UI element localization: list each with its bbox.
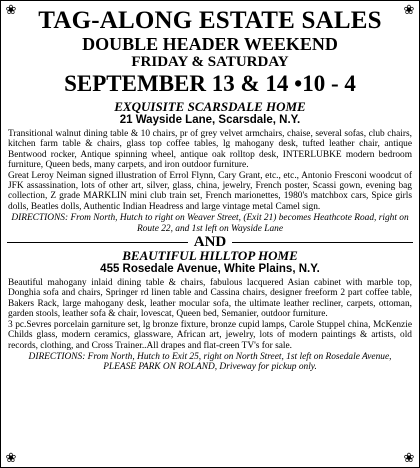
sale-section-scarsdale: [1, 100, 419, 234]
sale-directions: DIRECTIONS: From North, Hutch to Exit 25, right on North Street, 1st left on Rosedale Avenue, PLEASE PARK ON ROLAND, Driveway for pickup only.: [28, 351, 392, 373]
flower-ornament-icon: ❀: [403, 450, 415, 465]
sale-address: 455 Rosedale Avenue, White Plains, N.Y.: [100, 263, 320, 276]
sale-title: EXQUISITE SCARSDALE HOME: [114, 99, 306, 114]
divider-rule-left: [7, 242, 188, 243]
sale-description-art: Great Leroy Neiman signed illustration of Errol Flynn, Cary Grant, etc., etc., Antonio Fresconi woodcut of JFK assassination, lots of other art, silver, glass, china, jewelry, French poster, Scassi gown, evening bag collection, Z grade MARKLIN mini club train set, French marionettes, 1980's matchbox cars, Spice girls dolls, Beatles dolls, Authentic Indian Headress and large vintage metal Camel sign.: [8, 170, 412, 212]
flower-ornament-icon: ❀: [5, 2, 17, 17]
flower-ornament-icon: ❀: [403, 2, 415, 17]
sale-directions: DIRECTIONS: From North, Hutch to right on Weaver Street, (Exit 21) becomes Heathcote Road, right on Route 22, and 1st left on Wayside Lane: [11, 213, 409, 234]
ad-days: FRIDAY & SATURDAY: [131, 54, 289, 70]
sale-title: BEAUTIFUL HILLTOP HOME: [122, 248, 298, 264]
sale-section-white-plains: [1, 249, 419, 373]
flower-ornament-icon: ❀: [5, 450, 17, 465]
divider-rule-right: [232, 242, 413, 243]
sale-description: Transitional walnut dining table & 10 chairs, pr of grey velvet armchairs, chaise, several sofas, club chairs, kitchen farm table & chairs, glass top coffee tables, lg mahogany desk, tufted leather chair, antique Bentwood rocker, Antique spinning wheel, antique oak rolltop desk, INTERLUBKE modern bedroom furniture, Queen beds, many carpets, and iron outdoor furniture.: [8, 129, 412, 171]
section-divider: [1, 235, 419, 249]
sale-description: Beautiful mahogany inlaid dining table & chairs, fabulous lacquered Asian cabinet with marble top, Donghia sofa and chairs, Springer rd linen table and Cassina chairs, designer freeform 2 part coffee table, Bakers Rack, large mahogany desk, leather mocular sofa, the ultimate leather recliner, carpets, ottoman, garden stools, leather sofa & chair, lovescat, Queen bed, Semanier, outdoor furniture.: [8, 278, 412, 320]
ad-title: TAG-ALONG ESTATE SALES: [38, 7, 382, 34]
sale-description-decor: 3 pc.Sevres porcelain garniture set, lg bronze fixture, bronze cupid lamps, Carole Stuppel china, McKenzie Childs glass, modern ceramics, glassware, African art, jewelry, lots of modern paintings & artists, old records, clothing, and Cross Trainer..All drapes and flat-creen TV's for sale.: [8, 319, 412, 351]
divider-word: AND: [193, 234, 227, 251]
ad-dates: SEPTEMBER 13 & 14 •10 - 4: [64, 71, 356, 96]
sale-address: 21 Wayside Lane, Scarsdale, N.Y.: [119, 114, 301, 126]
ad-subtitle: DOUBLE HEADER WEEKEND: [82, 34, 338, 54]
